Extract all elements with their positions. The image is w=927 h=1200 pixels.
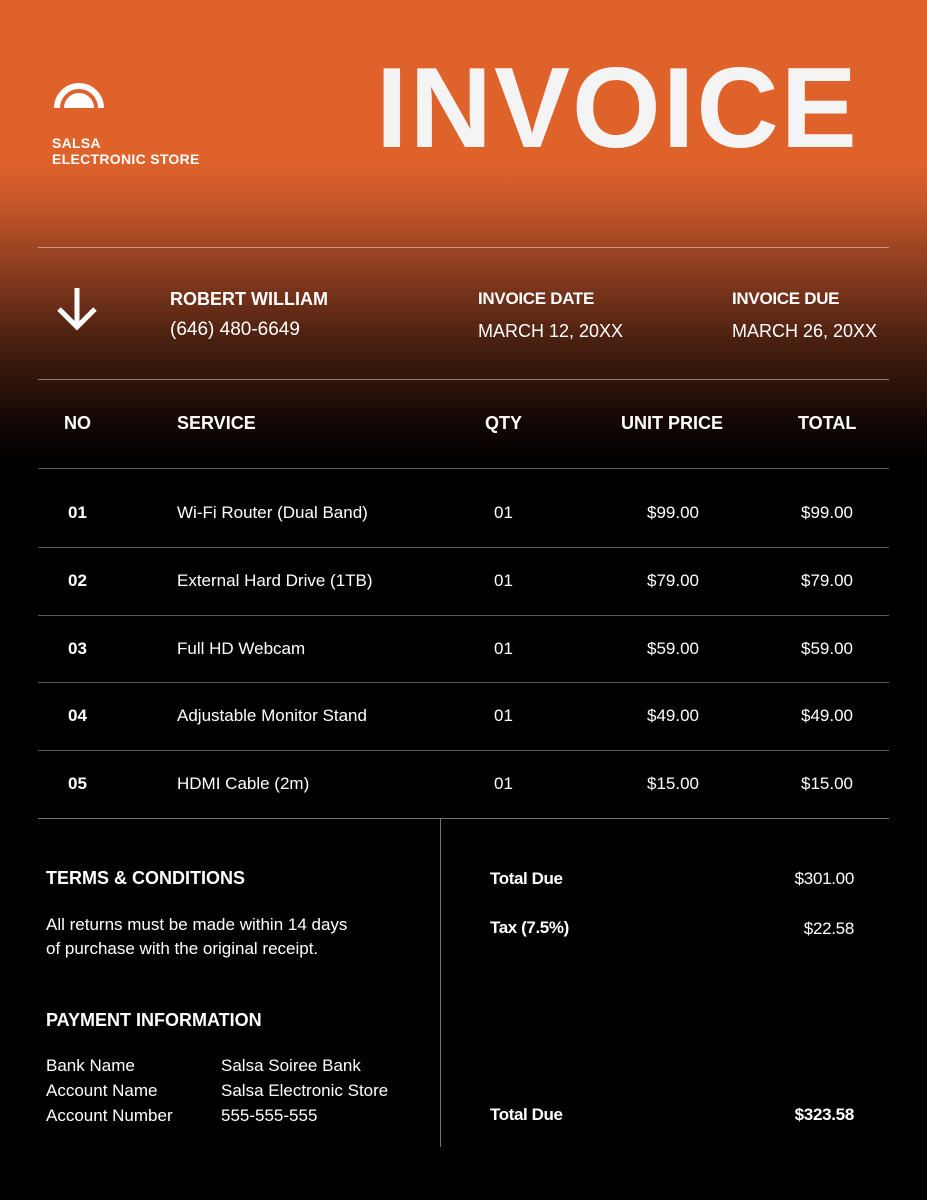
row-qty: 01 <box>494 774 513 793</box>
store-name-line1: SALSA <box>52 135 101 151</box>
account-name-value: Salsa Electronic Store <box>221 1081 389 1100</box>
arrow-down-icon <box>54 286 100 332</box>
invoice-due-label: INVOICE DUE <box>732 289 840 308</box>
row-unit-price: $49.00 <box>647 706 699 725</box>
row-number: 04 <box>68 706 87 725</box>
row-service: External Hard Drive (1TB) <box>177 571 373 590</box>
row-total: $79.00 <box>801 571 853 590</box>
grand-total-label: Total Due <box>490 1105 563 1124</box>
vertical-divider <box>440 819 441 1147</box>
row-total: $15.00 <box>801 774 853 793</box>
client-name: ROBERT WILLIAM <box>170 289 328 309</box>
row-qty: 01 <box>494 639 513 658</box>
store-name-line2: ELECTRONIC STORE <box>52 151 200 167</box>
row-number: 01 <box>68 503 87 522</box>
row-total: $99.00 <box>801 503 853 522</box>
account-number-value: 555-555-555 <box>221 1106 318 1125</box>
bank-name-label: Bank Name <box>46 1056 135 1075</box>
grand-total-value: $323.58 <box>794 1105 854 1124</box>
subtotal-value: $301.00 <box>794 869 854 888</box>
terms-line: All returns must be made within 14 days <box>46 915 348 934</box>
row-unit-price: $15.00 <box>647 774 699 793</box>
divider <box>38 682 889 683</box>
subtotal-label: Total Due <box>490 869 563 888</box>
invoice-due-value: MARCH 26, 20XX <box>732 321 878 341</box>
row-unit-price: $99.00 <box>647 503 699 522</box>
row-unit-price: $79.00 <box>647 571 699 590</box>
row-qty: 01 <box>494 503 513 522</box>
divider <box>38 547 889 548</box>
column-header-unit-price: UNIT PRICE <box>621 413 724 433</box>
terms-text <box>46 913 386 961</box>
row-number: 03 <box>68 639 87 658</box>
row-number: 02 <box>68 571 87 590</box>
invoice-date-label: INVOICE DATE <box>478 289 595 308</box>
row-qty: 01 <box>494 706 513 725</box>
divider <box>38 615 889 616</box>
row-qty: 01 <box>494 571 513 590</box>
invoice-title: INVOICE <box>376 45 859 172</box>
half-sun-logo-icon <box>52 76 106 110</box>
row-unit-price: $59.00 <box>647 639 699 658</box>
divider <box>38 468 889 469</box>
row-service: Wi-Fi Router (Dual Band) <box>177 503 368 522</box>
divider <box>38 247 889 248</box>
row-total: $49.00 <box>801 706 853 725</box>
row-number: 05 <box>68 774 87 793</box>
row-service: Full HD Webcam <box>177 639 306 658</box>
row-service: Adjustable Monitor Stand <box>177 706 367 725</box>
invoice-date-value: MARCH 12, 20XX <box>478 321 624 341</box>
column-header-service: SERVICE <box>177 413 256 433</box>
tax-value: $22.58 <box>803 919 854 938</box>
client-phone: (646) 480-6649 <box>170 319 300 340</box>
divider <box>38 750 889 751</box>
account-name-label: Account Name <box>46 1081 158 1100</box>
tax-label: Tax (7.5%) <box>490 918 569 937</box>
account-number-label: Account Number <box>46 1106 173 1125</box>
terms-title: TERMS & CONDITIONS <box>46 868 246 888</box>
bank-name-value: Salsa Soiree Bank <box>221 1056 361 1075</box>
row-service: HDMI Cable (2m) <box>177 774 310 793</box>
divider <box>38 379 889 380</box>
column-header-total: TOTAL <box>798 413 857 433</box>
divider <box>38 818 889 819</box>
column-header-qty: QTY <box>485 413 523 433</box>
terms-line: of purchase with the original receipt. <box>46 939 319 958</box>
payment-title: PAYMENT INFORMATION <box>46 1010 262 1030</box>
column-header-no: NO <box>64 413 91 433</box>
row-total: $59.00 <box>801 639 853 658</box>
